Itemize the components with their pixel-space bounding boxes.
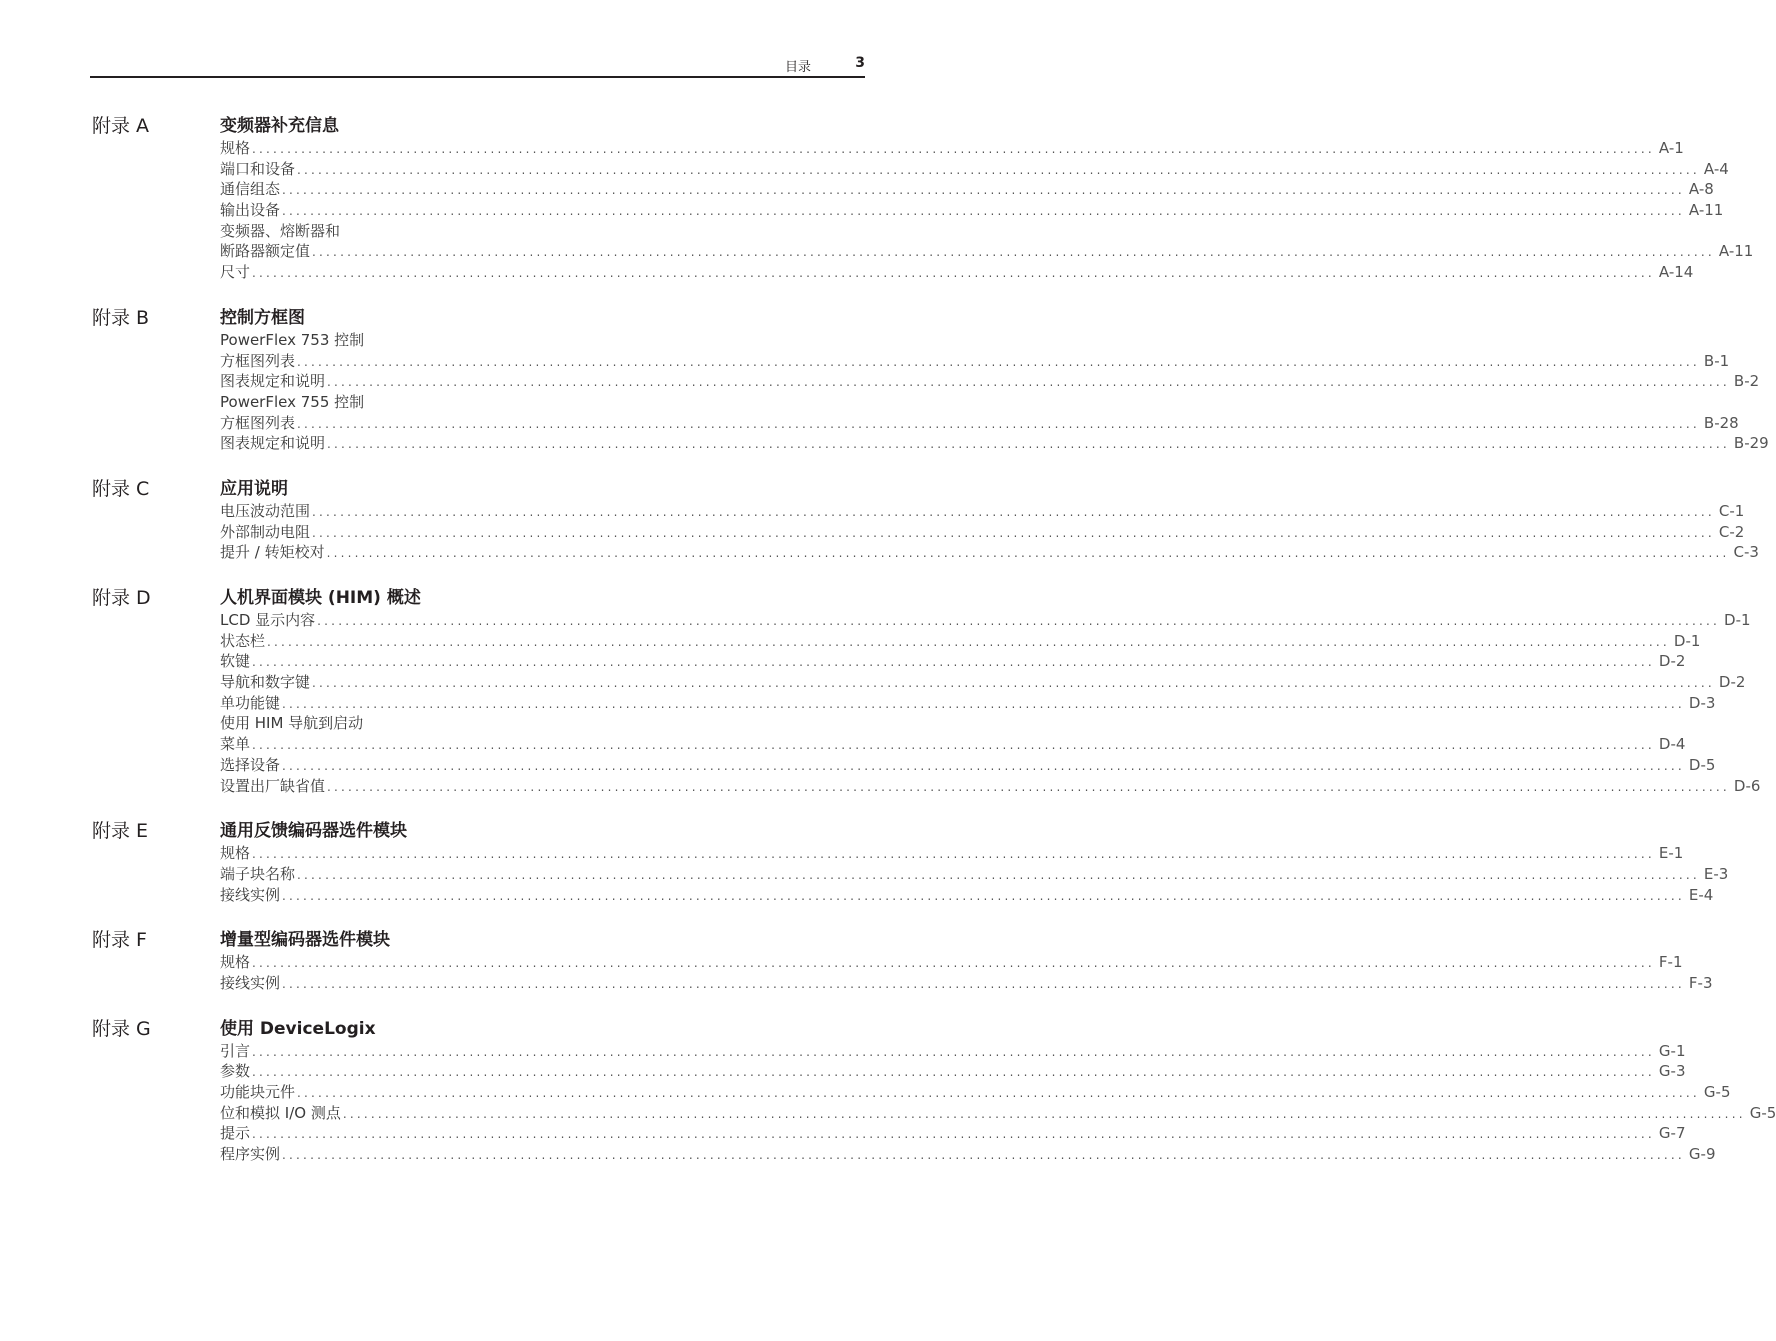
toc-entry[interactable] (220, 138, 1684, 159)
appendix-title: 使用 DeviceLogix (220, 1018, 376, 1039)
toc-entry[interactable] (220, 179, 1714, 200)
toc-subheading: 变频器、熔断器和 (220, 221, 341, 240)
toc-entry-page: C-3 (1733, 543, 1759, 562)
toc-entry[interactable] (220, 413, 1739, 434)
dot-leader: ........................................................................................................................................................................................................ (282, 1148, 1685, 1163)
appendix-label: 附录 G (92, 1017, 151, 1040)
toc-entry[interactable] (220, 1144, 1716, 1165)
toc-entry-page: D-6 (1733, 776, 1761, 795)
toc-entry-title: 外部制动电阻 (220, 522, 311, 541)
toc-entry[interactable] (220, 610, 1751, 631)
dot-leader: ........................................................................................................................................................................................................ (312, 525, 1715, 540)
appendix-title: 通用反馈编码器选件模块 (220, 821, 407, 842)
toc-entry-page: D-1 (1724, 611, 1751, 629)
toc-entry-page: A-1 (1658, 139, 1684, 157)
toc-entry[interactable] (220, 200, 1724, 221)
dot-leader: ........................................................................................................................................................................................................ (252, 956, 1655, 971)
toc-entry[interactable] (220, 755, 1716, 776)
toc-entry[interactable] (220, 973, 1713, 994)
table-of-contents (0, 114, 1776, 1188)
toc-entry[interactable] (220, 1103, 1776, 1124)
dot-leader: ........................................................................................................................................................................................................ (252, 655, 1655, 670)
toc-subheading: 使用 HIM 导航到启动 (220, 714, 364, 733)
toc-entry[interactable] (220, 371, 1760, 392)
toc-entry-page: D-3 (1688, 693, 1716, 712)
toc-entry-title: 方框图列表 (220, 351, 296, 370)
dot-leader: ........................................................................................................................................................................................................ (282, 976, 1685, 991)
toc-entry[interactable] (220, 693, 1716, 714)
toc-entry-page: C-1 (1718, 501, 1745, 520)
dot-leader: ........................................................................................................................................................................................................ (326, 546, 1730, 561)
toc-entry-title: 端口和设备 (220, 159, 296, 178)
dot-leader: ........................................................................................................................................................................................................ (282, 888, 1685, 903)
toc-entry[interactable] (220, 1082, 1731, 1103)
appendix-section (0, 114, 1754, 283)
toc-entry-title: 尺寸 (220, 263, 251, 282)
appendix-label: 附录 A (92, 115, 150, 137)
toc-entry-page: B-28 (1703, 413, 1739, 432)
toc-entry[interactable] (220, 1061, 1686, 1082)
toc-entry-page: A-11 (1688, 201, 1724, 220)
toc-entry-page: G-1 (1658, 1041, 1686, 1060)
appendix-label: 附录 D (92, 587, 151, 609)
toc-entry-title: 电压波动范围 (220, 501, 311, 520)
appendix-title: 变频器补充信息 (220, 116, 339, 136)
toc-entry[interactable] (220, 776, 1761, 797)
toc-entry-page: C-2 (1718, 522, 1745, 541)
toc-entry-page: E-4 (1688, 885, 1714, 904)
dot-leader: ........................................................................................................................................................................................................ (252, 266, 1655, 281)
toc-entry[interactable] (220, 672, 1746, 693)
appendix-section (0, 1017, 1776, 1165)
toc-entry[interactable] (220, 433, 1769, 454)
appendix-title: 应用说明 (220, 478, 288, 499)
toc-entry[interactable] (220, 542, 1759, 563)
toc-entry-page: F-3 (1688, 973, 1713, 992)
toc-entry-title: 引言 (220, 1041, 251, 1060)
appendix-section (0, 306, 1769, 454)
appendix-label: 附录 E (92, 820, 149, 843)
toc-entry-title: 程序实例 (220, 1145, 281, 1164)
dot-leader: ........................................................................................................................................................................................................ (342, 1106, 1746, 1121)
header-page-number: 3 (855, 55, 865, 71)
dot-leader: ........................................................................................................................................................................................................ (297, 354, 1700, 369)
header-title: 目录 (784, 60, 811, 75)
toc-entry-title: 导航和数字键 (220, 673, 311, 692)
toc-entry-page: G-7 (1658, 1124, 1686, 1143)
toc-entry[interactable] (220, 241, 1754, 262)
toc-entry-title: 提升 / 转矩校对 (220, 543, 325, 562)
toc-entry-page: D-2 (1718, 673, 1746, 692)
dot-leader: ........................................................................................................................................................................................................ (267, 634, 1670, 649)
appendix-content (220, 114, 1754, 283)
toc-entry-title: 参数 (220, 1062, 251, 1081)
appendix-section (0, 586, 1761, 796)
toc-entry[interactable] (220, 651, 1686, 672)
toc-entry-page: D-2 (1658, 652, 1686, 671)
toc-entry-page: G-9 (1688, 1145, 1716, 1164)
appendix-title: 增量型编码器选件模块 (220, 930, 390, 951)
toc-entry[interactable] (220, 1041, 1686, 1062)
toc-entry-title: 选择设备 (220, 755, 281, 774)
toc-entry[interactable] (220, 351, 1730, 372)
toc-entry-page: A-14 (1658, 263, 1694, 282)
toc-entry-title: LCD 显示内容 (220, 611, 316, 629)
dot-leader: ........................................................................................................................................................................................................ (282, 204, 1685, 219)
toc-entry[interactable] (220, 885, 1714, 906)
toc-entry-page: G-5 (1703, 1083, 1731, 1101)
toc-entry-title: 接线实例 (220, 885, 281, 904)
dot-leader: ........................................................................................................................................................................................................ (312, 504, 1715, 519)
dot-leader: ........................................................................................................................................................................................................ (312, 676, 1715, 691)
toc-entry-title: 规格 (220, 844, 251, 863)
appendix-label: 附录 C (92, 477, 150, 500)
appendix-content (220, 1017, 1776, 1165)
appendix-title: 人机界面模块 (HIM) 概述 (220, 588, 421, 608)
toc-entry-page: B-2 (1733, 372, 1760, 391)
toc-entry[interactable] (220, 734, 1686, 755)
appendix-section (0, 819, 1729, 905)
toc-entry-title: 图表规定和说明 (220, 372, 326, 391)
dot-leader: ........................................................................................................................................................................................................ (317, 614, 1721, 628)
toc-entry-page: B-29 (1733, 434, 1769, 453)
appendix-label: 附录 F (92, 929, 147, 952)
appendix-content (220, 819, 1729, 905)
dot-leader: ........................................................................................................................................................................................................ (252, 1065, 1655, 1080)
toc-subheading: PowerFlex 755 控制 (220, 392, 365, 411)
toc-entry-page: D-1 (1673, 631, 1701, 650)
toc-entry[interactable] (220, 631, 1701, 652)
toc-entry-title: 规格 (220, 139, 251, 157)
toc-entry-title: 输出设备 (220, 201, 281, 220)
toc-entry-page: A-8 (1688, 180, 1714, 199)
toc-subheading: PowerFlex 753 控制 (220, 330, 365, 349)
toc-entry-title: 菜单 (220, 735, 251, 754)
toc-entry-title: 通信组态 (220, 180, 281, 199)
dot-leader: ........................................................................................................................................................................................................ (252, 1127, 1655, 1142)
toc-entry-title: 图表规定和说明 (220, 434, 326, 453)
dot-leader: ........................................................................................................................................................................................................ (327, 779, 1730, 794)
dot-leader: ........................................................................................................................................................................................................ (297, 416, 1700, 431)
dot-leader: ........................................................................................................................................................................................................ (282, 183, 1685, 198)
toc-entry[interactable] (220, 522, 1745, 543)
dot-leader: ........................................................................................................................................................................................................ (297, 162, 1700, 177)
toc-entry[interactable] (220, 262, 1694, 283)
toc-entry-page: E-3 (1703, 864, 1729, 883)
dot-leader: ........................................................................................................................................................................................................ (252, 1044, 1655, 1059)
toc-entry-page: G-5 (1749, 1103, 1776, 1122)
toc-entry-page: A-4 (1703, 159, 1729, 178)
dot-leader: ........................................................................................................................................................................................................ (282, 696, 1685, 711)
toc-entry[interactable] (220, 501, 1745, 522)
toc-entry-title: 软键 (220, 652, 251, 671)
toc-entry-title: 设置出厂缺省值 (220, 776, 326, 795)
dot-leader: ........................................................................................................................................................................................................ (252, 142, 1655, 156)
toc-entry-title: 接线实例 (220, 973, 281, 992)
toc-entry[interactable] (220, 1123, 1686, 1144)
dot-leader: ........................................................................................................................................................................................................ (297, 867, 1700, 882)
appendix-title: 控制方框图 (220, 307, 305, 328)
toc-entry[interactable] (220, 843, 1684, 864)
toc-entry-title: 功能块元件 (220, 1083, 296, 1101)
dot-leader: ........................................................................................................................................................................................................ (252, 738, 1655, 753)
toc-entry[interactable] (220, 952, 1683, 973)
appendix-label: 附录 B (92, 306, 150, 329)
appendix-section (0, 477, 1759, 563)
toc-entry[interactable] (220, 864, 1729, 885)
appendix-content (220, 306, 1769, 454)
dot-leader: ........................................................................................................................................................................................................ (312, 245, 1715, 260)
toc-entry-page: G-3 (1658, 1062, 1686, 1081)
appendix-content (220, 928, 1713, 993)
toc-entry-title: 单功能键 (220, 693, 281, 712)
toc-entry-title: 提示 (220, 1124, 251, 1143)
toc-entry-page: A-11 (1718, 242, 1754, 261)
toc-entry-title: 规格 (220, 953, 251, 972)
toc-entry-title: 位和模拟 I/O 测点 (220, 1103, 341, 1122)
toc-entry-page: B-1 (1703, 351, 1730, 370)
toc-entry-page: E-1 (1658, 844, 1684, 863)
toc-entry-title: 端子块名称 (220, 864, 296, 883)
dot-leader: ........................................................................................................................................................................................................ (297, 1086, 1700, 1100)
toc-entry-title: 断路器额定值 (220, 242, 311, 261)
dot-leader: ........................................................................................................................................................................................................ (282, 758, 1685, 773)
dot-leader: ........................................................................................................................................................................................................ (252, 847, 1655, 862)
toc-entry-title: 状态栏 (220, 631, 266, 650)
appendix-content (220, 586, 1761, 796)
appendix-section (0, 928, 1713, 993)
toc-entry[interactable] (220, 159, 1729, 180)
toc-entry-page: F-1 (1658, 953, 1683, 972)
toc-entry-page: D-5 (1688, 755, 1716, 774)
dot-leader: ........................................................................................................................................................................................................ (327, 437, 1730, 452)
dot-leader: ........................................................................................................................................................................................................ (327, 375, 1730, 390)
page-header (90, 52, 865, 78)
appendix-content (220, 477, 1759, 563)
toc-entry-title: 方框图列表 (220, 413, 296, 432)
toc-entry-page: D-4 (1658, 735, 1686, 754)
